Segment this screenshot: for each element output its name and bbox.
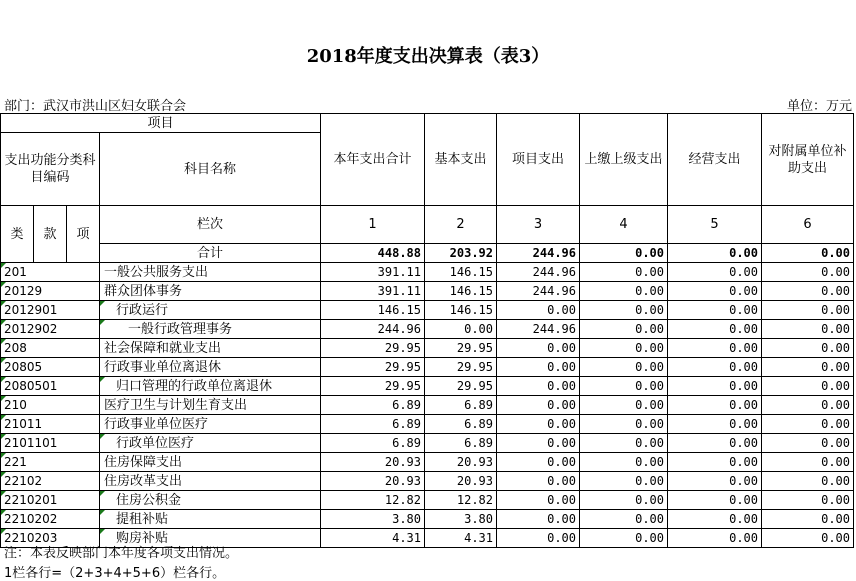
row-code-label: 2210201 [4,492,58,507]
row-value-4: 0.00 [580,472,668,491]
row-value-1: 4.31 [321,529,425,548]
row-value-6: 0.00 [762,491,854,510]
row-subject-label: 医疗卫生与计划生育支出 [104,397,248,413]
row-subject-label: 住房公积金 [116,492,182,508]
cell-marker-icon [100,301,105,306]
row-value-2: 29.95 [425,377,497,396]
total-row [1,244,854,263]
row-code-label: 20129 [4,283,43,298]
row-value-2: 29.95 [425,339,497,358]
row-subject-label: 行政运行 [116,302,169,318]
row-value-1: 29.95 [321,377,425,396]
row-value-6: 0.00 [762,377,854,396]
row-code-label: 2210203 [4,530,58,545]
row-value-4: 0.00 [580,510,668,529]
row-code [1,358,100,377]
row-code-label: 2012902 [4,321,58,336]
row-value-1: 6.89 [321,396,425,415]
total-value-6: 0.00 [762,244,854,263]
row-code [1,301,100,320]
cell-marker-icon [1,263,6,268]
row-subject-name [100,415,321,434]
cell-marker-icon [100,491,105,496]
row-value-2: 6.89 [425,415,497,434]
unit-label: 单位：万元 [786,99,852,114]
header-col-label: 栏次 [100,206,321,244]
row-value-6: 0.00 [762,453,854,472]
row-code [1,282,100,301]
cell-marker-icon [1,282,6,287]
row-code [1,263,100,282]
row-value-4: 0.00 [580,453,668,472]
row-code-label: 22102 [4,473,43,488]
row-value-6: 0.00 [762,472,854,491]
row-code [1,472,100,491]
row-value-1: 391.11 [321,282,425,301]
row-value-6: 0.00 [762,263,854,282]
row-code [1,510,100,529]
header-col-1: 本年支出合计 [321,114,425,206]
row-value-6: 0.00 [762,282,854,301]
row-value-5: 0.00 [668,510,762,529]
row-subject-label: 提租补贴 [116,511,169,527]
row-value-1: 146.15 [321,301,425,320]
table-row [1,472,854,491]
row-value-6: 0.00 [762,396,854,415]
row-value-6: 0.00 [762,434,854,453]
cell-marker-icon [1,510,6,515]
row-value-4: 0.00 [580,434,668,453]
table-row [1,453,854,472]
row-subject-name [100,510,321,529]
row-value-6: 0.00 [762,510,854,529]
row-value-3: 0.00 [497,339,580,358]
row-value-3: 0.00 [497,453,580,472]
row-value-1: 12.82 [321,491,425,510]
table-row [1,339,854,358]
col-number-2: 2 [425,206,497,244]
total-value-3: 244.96 [497,244,580,263]
row-value-4: 0.00 [580,339,668,358]
row-value-6: 0.00 [762,301,854,320]
cell-marker-icon [1,415,6,420]
row-subject-name [100,282,321,301]
row-code-label: 20805 [4,359,43,374]
row-value-6: 0.00 [762,339,854,358]
cell-marker-icon [1,396,6,401]
row-subject-label: 行政事业单位医疗 [104,416,209,432]
row-subject-label: 行政事业单位离退休 [104,359,222,375]
row-value-4: 0.00 [580,282,668,301]
row-subject-label: 住房保障支出 [104,454,183,470]
table-row [1,320,854,339]
row-subject-name [100,301,321,320]
expenditure-table [0,113,854,548]
total-value-2: 203.92 [425,244,497,263]
cell-marker-icon [1,453,6,458]
row-value-5: 0.00 [668,434,762,453]
total-label: 合计 [100,244,321,263]
row-value-2: 20.93 [425,453,497,472]
row-value-2: 6.89 [425,434,497,453]
table-row [1,396,854,415]
cell-marker-icon [100,320,105,325]
header-col-6: 对附属单位补助支出 [762,114,854,206]
row-value-5: 0.00 [668,282,762,301]
row-code [1,320,100,339]
row-code [1,453,100,472]
row-code-label: 2210202 [4,511,58,526]
cell-marker-icon [100,510,105,515]
table-row [1,434,854,453]
row-code [1,377,100,396]
cell-marker-icon [100,529,105,534]
col-number-1: 1 [321,206,425,244]
row-value-2: 6.89 [425,396,497,415]
row-value-3: 0.00 [497,415,580,434]
row-value-4: 0.00 [580,491,668,510]
cell-marker-icon [1,377,6,382]
row-value-5: 0.00 [668,396,762,415]
cell-marker-icon [1,358,6,363]
header-item: 项目 [1,114,321,133]
row-code-label: 221 [4,454,27,469]
header-kuan: 款 [34,206,67,263]
row-value-1: 29.95 [321,358,425,377]
row-code-label: 208 [4,340,27,355]
department-label: 部门：武汉市洪山区妇女联合会 [4,99,187,114]
total-value-5: 0.00 [668,244,762,263]
row-value-4: 0.00 [580,396,668,415]
table-row [1,282,854,301]
row-subject-name [100,263,321,282]
row-subject-label: 群众团体事务 [104,283,183,299]
header-subject-name: 科目名称 [100,133,321,206]
table-row [1,510,854,529]
row-value-5: 0.00 [668,491,762,510]
row-value-2: 146.15 [425,263,497,282]
row-subject-name [100,396,321,415]
cell-marker-icon [100,434,105,439]
header-col-2: 基本支出 [425,114,497,206]
row-value-5: 0.00 [668,472,762,491]
row-value-3: 244.96 [497,282,580,301]
cell-marker-icon [1,434,6,439]
row-value-2: 0.00 [425,320,497,339]
row-value-5: 0.00 [668,339,762,358]
row-value-3: 0.00 [497,529,580,548]
row-subject-label: 社会保障和就业支出 [104,340,222,356]
row-subject-name [100,472,321,491]
row-code-label: 21011 [4,416,43,431]
row-value-1: 391.11 [321,263,425,282]
row-value-3: 244.96 [497,320,580,339]
col-number-6: 6 [762,206,854,244]
table-row [1,377,854,396]
header-func-code: 支出功能分类科目编码 [1,133,100,206]
row-value-5: 0.00 [668,377,762,396]
row-value-4: 0.00 [580,529,668,548]
row-subject-name [100,358,321,377]
header-col-4: 上缴上级支出 [580,114,668,206]
row-code-label: 2012901 [4,302,58,317]
header-lei: 类 [1,206,34,263]
row-subject-label: 一般行政管理事务 [128,321,233,337]
row-value-1: 29.95 [321,339,425,358]
table-row [1,358,854,377]
table-row [1,301,854,320]
row-subject-name [100,434,321,453]
row-code-label: 2101101 [4,435,58,450]
row-subject-name [100,339,321,358]
row-value-1: 6.89 [321,415,425,434]
row-value-2: 29.95 [425,358,497,377]
total-value-4: 0.00 [580,244,668,263]
row-value-2: 20.93 [425,472,497,491]
row-code-label: 210 [4,397,27,412]
cell-marker-icon [1,491,6,496]
row-value-4: 0.00 [580,415,668,434]
row-code [1,339,100,358]
row-value-2: 4.31 [425,529,497,548]
row-code [1,434,100,453]
row-value-3: 0.00 [497,510,580,529]
row-value-3: 0.00 [497,358,580,377]
row-value-2: 3.80 [425,510,497,529]
row-value-5: 0.00 [668,453,762,472]
row-subject-name [100,453,321,472]
row-value-3: 0.00 [497,377,580,396]
row-subject-name [100,320,321,339]
row-value-3: 0.00 [497,396,580,415]
row-subject-name [100,491,321,510]
cell-marker-icon [1,339,6,344]
row-value-5: 0.00 [668,263,762,282]
row-value-3: 0.00 [497,434,580,453]
footnote-2: 1栏各行=（2+3+4+5+6）栏各行。 [4,566,226,581]
row-value-2: 12.82 [425,491,497,510]
row-subject-label: 购房补贴 [116,530,169,546]
row-value-6: 0.00 [762,529,854,548]
row-value-1: 3.80 [321,510,425,529]
row-value-5: 0.00 [668,415,762,434]
cell-marker-icon [1,301,6,306]
row-value-3: 244.96 [497,263,580,282]
table-row [1,415,854,434]
cell-marker-icon [100,377,105,382]
row-value-4: 0.00 [580,320,668,339]
header-col-3: 项目支出 [497,114,580,206]
row-value-2: 146.15 [425,282,497,301]
row-value-6: 0.00 [762,320,854,339]
col-number-3: 3 [497,206,580,244]
row-code-label: 2080501 [4,378,58,393]
header-xiang: 项 [67,206,100,263]
row-subject-label: 归口管理的行政单位离退休 [116,378,273,394]
row-value-6: 0.00 [762,415,854,434]
row-value-2: 146.15 [425,301,497,320]
row-value-3: 0.00 [497,301,580,320]
row-code [1,415,100,434]
row-value-5: 0.00 [668,529,762,548]
row-subject-label: 行政单位医疗 [116,435,195,451]
row-value-4: 0.00 [580,377,668,396]
total-value-1: 448.88 [321,244,425,263]
row-value-5: 0.00 [668,358,762,377]
row-value-3: 0.00 [497,472,580,491]
col-number-4: 4 [580,206,668,244]
row-value-3: 0.00 [497,491,580,510]
col-number-5: 5 [668,206,762,244]
row-value-1: 6.89 [321,434,425,453]
row-value-4: 0.00 [580,358,668,377]
row-value-5: 0.00 [668,320,762,339]
row-subject-name [100,377,321,396]
row-value-1: 20.93 [321,453,425,472]
table-row [1,491,854,510]
footnote-1: 注：本表反映部门本年度各项支出情况。 [4,546,239,561]
row-subject-label: 住房改革支出 [104,473,183,489]
row-value-1: 244.96 [321,320,425,339]
header-col-5: 经营支出 [668,114,762,206]
row-value-6: 0.00 [762,358,854,377]
cell-marker-icon [1,320,6,325]
row-code [1,396,100,415]
row-value-1: 20.93 [321,472,425,491]
row-code-label: 201 [4,264,27,279]
report-title: 2018年度支出决算表（表3） [306,46,550,67]
cell-marker-icon [1,472,6,477]
row-code [1,491,100,510]
table-row [1,263,854,282]
row-value-5: 0.00 [668,301,762,320]
cell-marker-icon [1,529,6,534]
row-value-4: 0.00 [580,263,668,282]
row-subject-label: 一般公共服务支出 [104,264,209,280]
row-value-4: 0.00 [580,301,668,320]
